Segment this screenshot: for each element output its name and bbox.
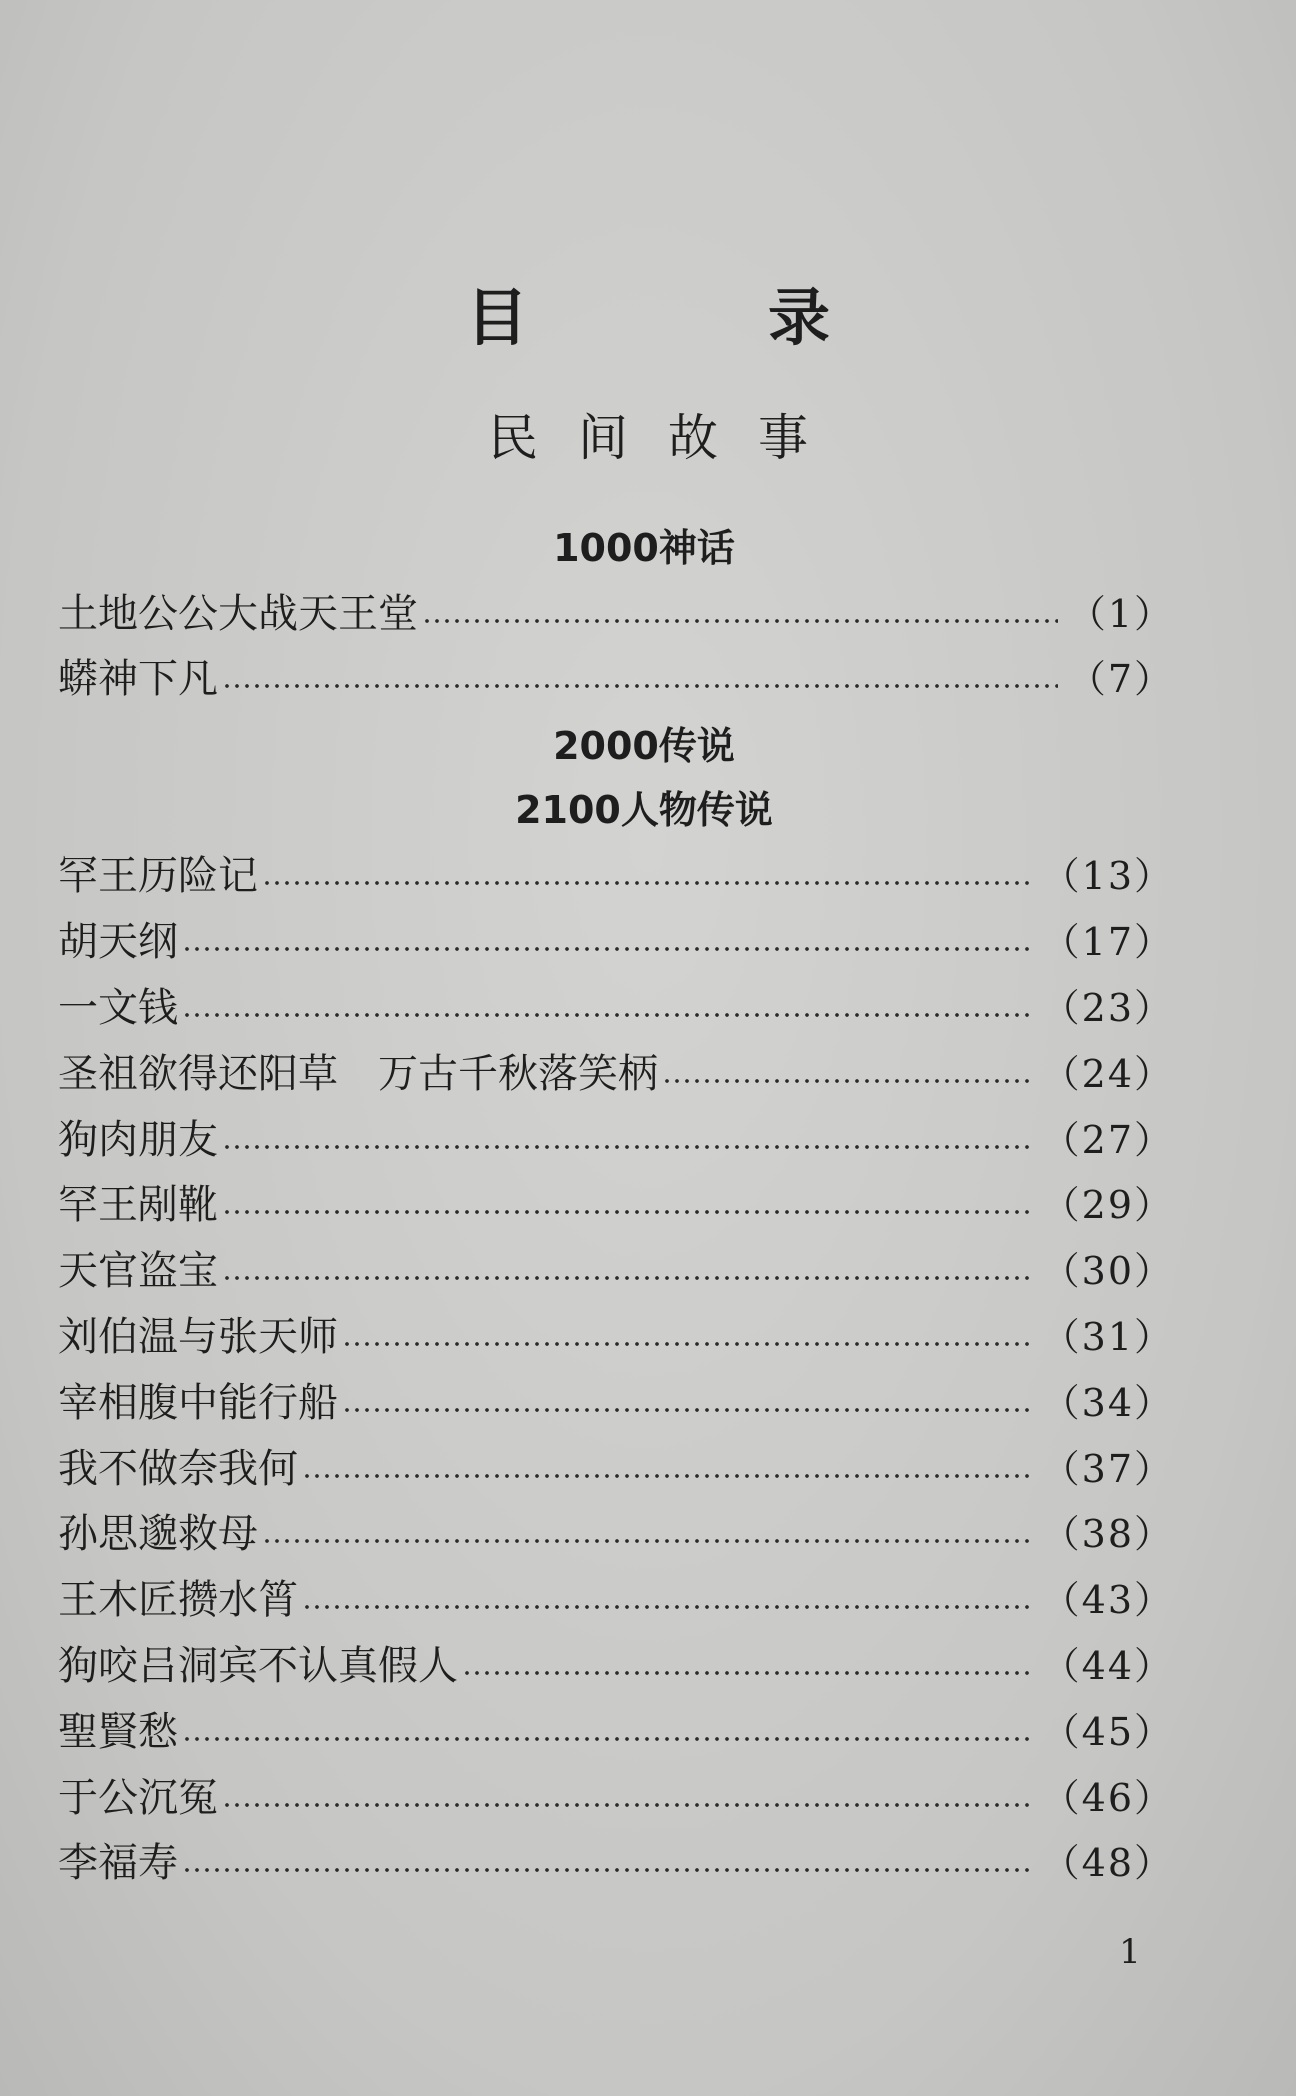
dot-leader: [342, 1340, 1032, 1348]
entry-page-number: （30）: [1041, 1249, 1174, 1293]
dot-leader: [222, 1274, 1032, 1282]
entry-title: 狗咬吕洞宾不认真假人: [58, 1643, 458, 1689]
dot-leader: [302, 1603, 1032, 1611]
toc-entry[interactable]: [58, 1506, 1174, 1562]
entry-page-number: （13）: [1041, 854, 1174, 898]
toc-entry[interactable]: [58, 1046, 1174, 1102]
entry-title: 王木匠攒水筲: [58, 1577, 298, 1623]
entry-page-number: （34）: [1041, 1381, 1174, 1425]
entry-title: 罕王剐靴: [58, 1182, 218, 1228]
toc-entry[interactable]: [58, 914, 1174, 970]
category-heading-myth: 1000神话: [553, 526, 735, 570]
page-number-footer: 1: [1119, 1932, 1141, 1972]
page-title: 目录: [465, 281, 1070, 354]
dot-leader: [462, 1669, 1032, 1677]
entry-title: 狗肉朋友: [58, 1117, 218, 1163]
toc-entry[interactable]: [58, 651, 1174, 707]
entry-page-number: （23）: [1041, 986, 1174, 1030]
toc-entry[interactable]: [58, 848, 1174, 904]
entry-page-number: （27）: [1041, 1118, 1174, 1162]
dot-leader: [182, 1011, 1032, 1019]
dot-leader: [662, 1077, 1032, 1085]
entry-page-number: （17）: [1041, 920, 1174, 964]
entry-title: 刘伯温与张天师: [58, 1314, 338, 1360]
entry-title: 宰相腹中能行船: [58, 1380, 338, 1426]
entry-page-number: （31）: [1041, 1315, 1174, 1359]
toc-entry[interactable]: [58, 1441, 1174, 1497]
dot-leader: [182, 1866, 1032, 1874]
entry-title: 聖賢愁: [58, 1709, 178, 1755]
entry-title: 圣祖欲得还阳草 万古千秋落笑柄: [58, 1051, 658, 1097]
toc-entry[interactable]: [58, 1638, 1174, 1694]
entry-title: 李福寿: [58, 1840, 178, 1886]
category-heading-legend: 2000传说: [553, 724, 735, 768]
entry-title: 蟒神下凡: [58, 656, 218, 702]
entry-page-number: （29）: [1041, 1183, 1174, 1227]
dot-leader: [262, 1537, 1032, 1545]
entry-page-number: （24）: [1041, 1052, 1174, 1096]
entry-title: 天官盗宝: [58, 1248, 218, 1294]
toc-entry[interactable]: [58, 586, 1174, 642]
dot-leader: [222, 682, 1058, 690]
dot-leader: [222, 1208, 1032, 1216]
section-title: 民间故事: [488, 409, 848, 467]
entry-page-number: （45）: [1041, 1710, 1174, 1754]
toc-entry[interactable]: [58, 980, 1174, 1036]
entry-page-number: （1）: [1067, 592, 1174, 636]
dot-leader: [422, 617, 1058, 625]
toc-entry[interactable]: [58, 1375, 1174, 1431]
dot-leader: [262, 879, 1032, 887]
dot-leader: [302, 1472, 1032, 1480]
dot-leader: [182, 1735, 1032, 1743]
entry-page-number: （46）: [1041, 1776, 1174, 1820]
entry-page-number: （48）: [1041, 1841, 1174, 1885]
entry-title: 土地公公大战天王堂: [58, 591, 418, 637]
entry-title: 罕王历险记: [58, 853, 258, 899]
dot-leader: [342, 1406, 1032, 1414]
toc-entry[interactable]: [58, 1835, 1174, 1891]
entry-page-number: （37）: [1041, 1447, 1174, 1491]
toc-entry[interactable]: [58, 1112, 1174, 1168]
entry-title: 我不做奈我何: [58, 1446, 298, 1492]
toc-entry[interactable]: [58, 1704, 1174, 1760]
entry-page-number: （43）: [1041, 1578, 1174, 1622]
toc-entry[interactable]: [58, 1572, 1174, 1628]
entry-page-number: （44）: [1041, 1644, 1174, 1688]
toc-entry[interactable]: [58, 1177, 1174, 1233]
entry-page-number: （7）: [1067, 657, 1174, 701]
subcategory-heading-people: 2100人物传说: [515, 788, 773, 832]
entry-page-number: （38）: [1041, 1512, 1174, 1556]
dot-leader: [182, 945, 1032, 953]
dot-leader: [222, 1801, 1032, 1809]
toc-entry[interactable]: [58, 1770, 1174, 1826]
entry-title: 于公沉冤: [58, 1775, 218, 1821]
dot-leader: [222, 1143, 1032, 1151]
toc-entry[interactable]: [58, 1309, 1174, 1365]
entry-title: 胡天纲: [58, 919, 178, 965]
entry-title: 孙思邈救母: [58, 1511, 258, 1557]
toc-entry[interactable]: [58, 1243, 1174, 1299]
entry-title: 一文钱: [58, 985, 178, 1031]
